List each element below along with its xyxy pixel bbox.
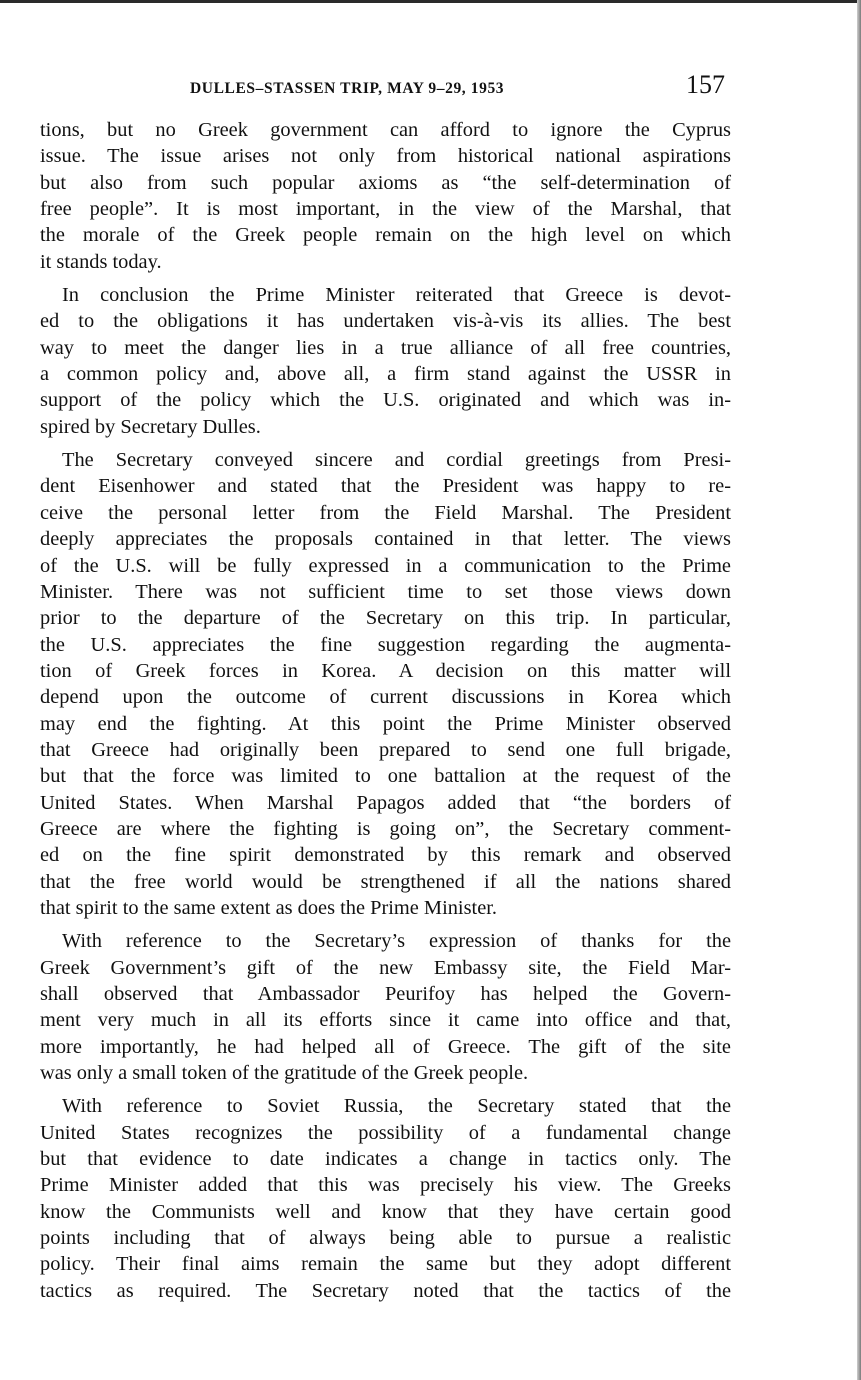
text-line: ment very much in all its efforts since it came into office and that,: [40, 1009, 731, 1032]
text-line: know the Communists well and know that they have certain good: [40, 1200, 731, 1223]
text-line: Greece are where the fighting is going on”, the Secretary comment-: [40, 817, 731, 840]
text-line: the U.S. appreciates the fine suggestion regarding the augmenta-: [40, 633, 731, 656]
paragraph-embassy-site: [40, 928, 731, 1086]
text-line: In conclusion the Prime Minister reiterated that Greece is devot-: [62, 284, 731, 307]
paragraph-prime-minister-conclusion: [40, 282, 731, 440]
text-line: the morale of the Greek people remain on the high level on which: [40, 224, 731, 247]
running-head: DULLES–STASSEN TRIP, MAY 9–29, 1953: [190, 80, 505, 97]
text-line: that spirit to the same extent as does the Prime Minister.: [40, 896, 498, 919]
text-line: way to meet the danger lies in a true alliance of all free countries,: [40, 336, 731, 359]
text-line: it stands today.: [40, 250, 162, 273]
text-line: shall observed that Ambassador Peurifoy has helped the Govern-: [40, 983, 731, 1005]
page-header: [190, 70, 725, 108]
text-line: With reference to the Secretary’s expression of thanks for the: [62, 930, 731, 953]
text-line: free people”. It is most important, in the view of the Marshal, that: [40, 198, 731, 221]
text-line: Greek Government’s gift of the new Embassy site, the Field Mar-: [40, 956, 731, 979]
text-line: but also from such popular axioms as “the self-determination of: [40, 171, 731, 194]
page-top-edge: [0, 0, 861, 3]
text-line: tions, but no Greek government can afford to ignore the Cyprus: [40, 119, 731, 141]
text-line: was only a small token of the gratitude of the Greek people.: [40, 1062, 529, 1085]
text-line: The Secretary conveyed sincere and cordial greetings from Presi-: [62, 449, 731, 472]
text-line: more importantly, he had helped all of Greece. The gift of the site: [40, 1035, 731, 1058]
text-line: but that evidence to date indicates a change in tactics only. The: [40, 1148, 731, 1171]
text-line: issue. The issue arises not only from historical national aspirations: [40, 145, 731, 168]
body-text: [40, 117, 731, 1304]
text-line: of the U.S. will be fully expressed in a communication to the Prime: [40, 554, 731, 577]
text-line: prior to the departure of the Secretary on this trip. In particular,: [40, 607, 731, 630]
text-line: deeply appreciates the proposals contained in that letter. The views: [40, 528, 731, 551]
text-line: depend upon the outcome of current discussions in Korea which: [40, 686, 731, 709]
text-line: ed to the obligations it has undertaken vis-à-vis its allies. The best: [40, 310, 731, 333]
text-line: tactics as required. The Secretary noted that the tactics of the: [40, 1279, 731, 1302]
text-line: Minister. There was not sufficient time to set those views down: [40, 580, 731, 603]
text-line: ceive the personal letter from the Field Marshal. The President: [40, 501, 731, 524]
text-line: that Greece had originally been prepared to send one full brigade,: [40, 738, 731, 761]
text-line: spired by Secretary Dulles.: [40, 415, 261, 438]
text-line: that the free world would be strengthened if all the nations shared: [40, 870, 731, 893]
page-number: 157: [686, 70, 725, 99]
text-line: support of the policy which the U.S. originated and which was in-: [40, 389, 731, 412]
text-line: ed on the fine spirit demonstrated by this remark and observed: [40, 844, 731, 867]
text-line: points including that of always being able to pursue a realistic: [40, 1227, 731, 1250]
page-right-edge: [857, 0, 861, 1380]
text-line: may end the fighting. At this point the Prime Minister observed: [40, 712, 731, 735]
paragraph-secretary-greetings: [40, 447, 731, 921]
text-line: United States recognizes the possibility of a fundamental change: [40, 1121, 731, 1144]
paragraph-cyprus-continuation: [40, 117, 731, 275]
text-line: Prime Minister added that this was precisely his view. The Greeks: [40, 1174, 731, 1197]
text-line: tion of Greek forces in Korea. A decision on this matter will: [40, 659, 731, 682]
text-line: United States. When Marshal Papagos added that “the borders of: [40, 791, 731, 814]
text-line: dent Eisenhower and stated that the President was happy to re-: [40, 475, 731, 498]
text-line: policy. Their final aims remain the same but they adopt different: [40, 1253, 731, 1276]
text-line: but that the force was limited to one battalion at the request of the: [40, 765, 731, 788]
text-line: With reference to Soviet Russia, the Secretary stated that the: [62, 1095, 731, 1118]
text-line: a common policy and, above all, a firm stand against the USSR in: [40, 363, 731, 386]
paragraph-soviet-russia: [40, 1093, 731, 1304]
